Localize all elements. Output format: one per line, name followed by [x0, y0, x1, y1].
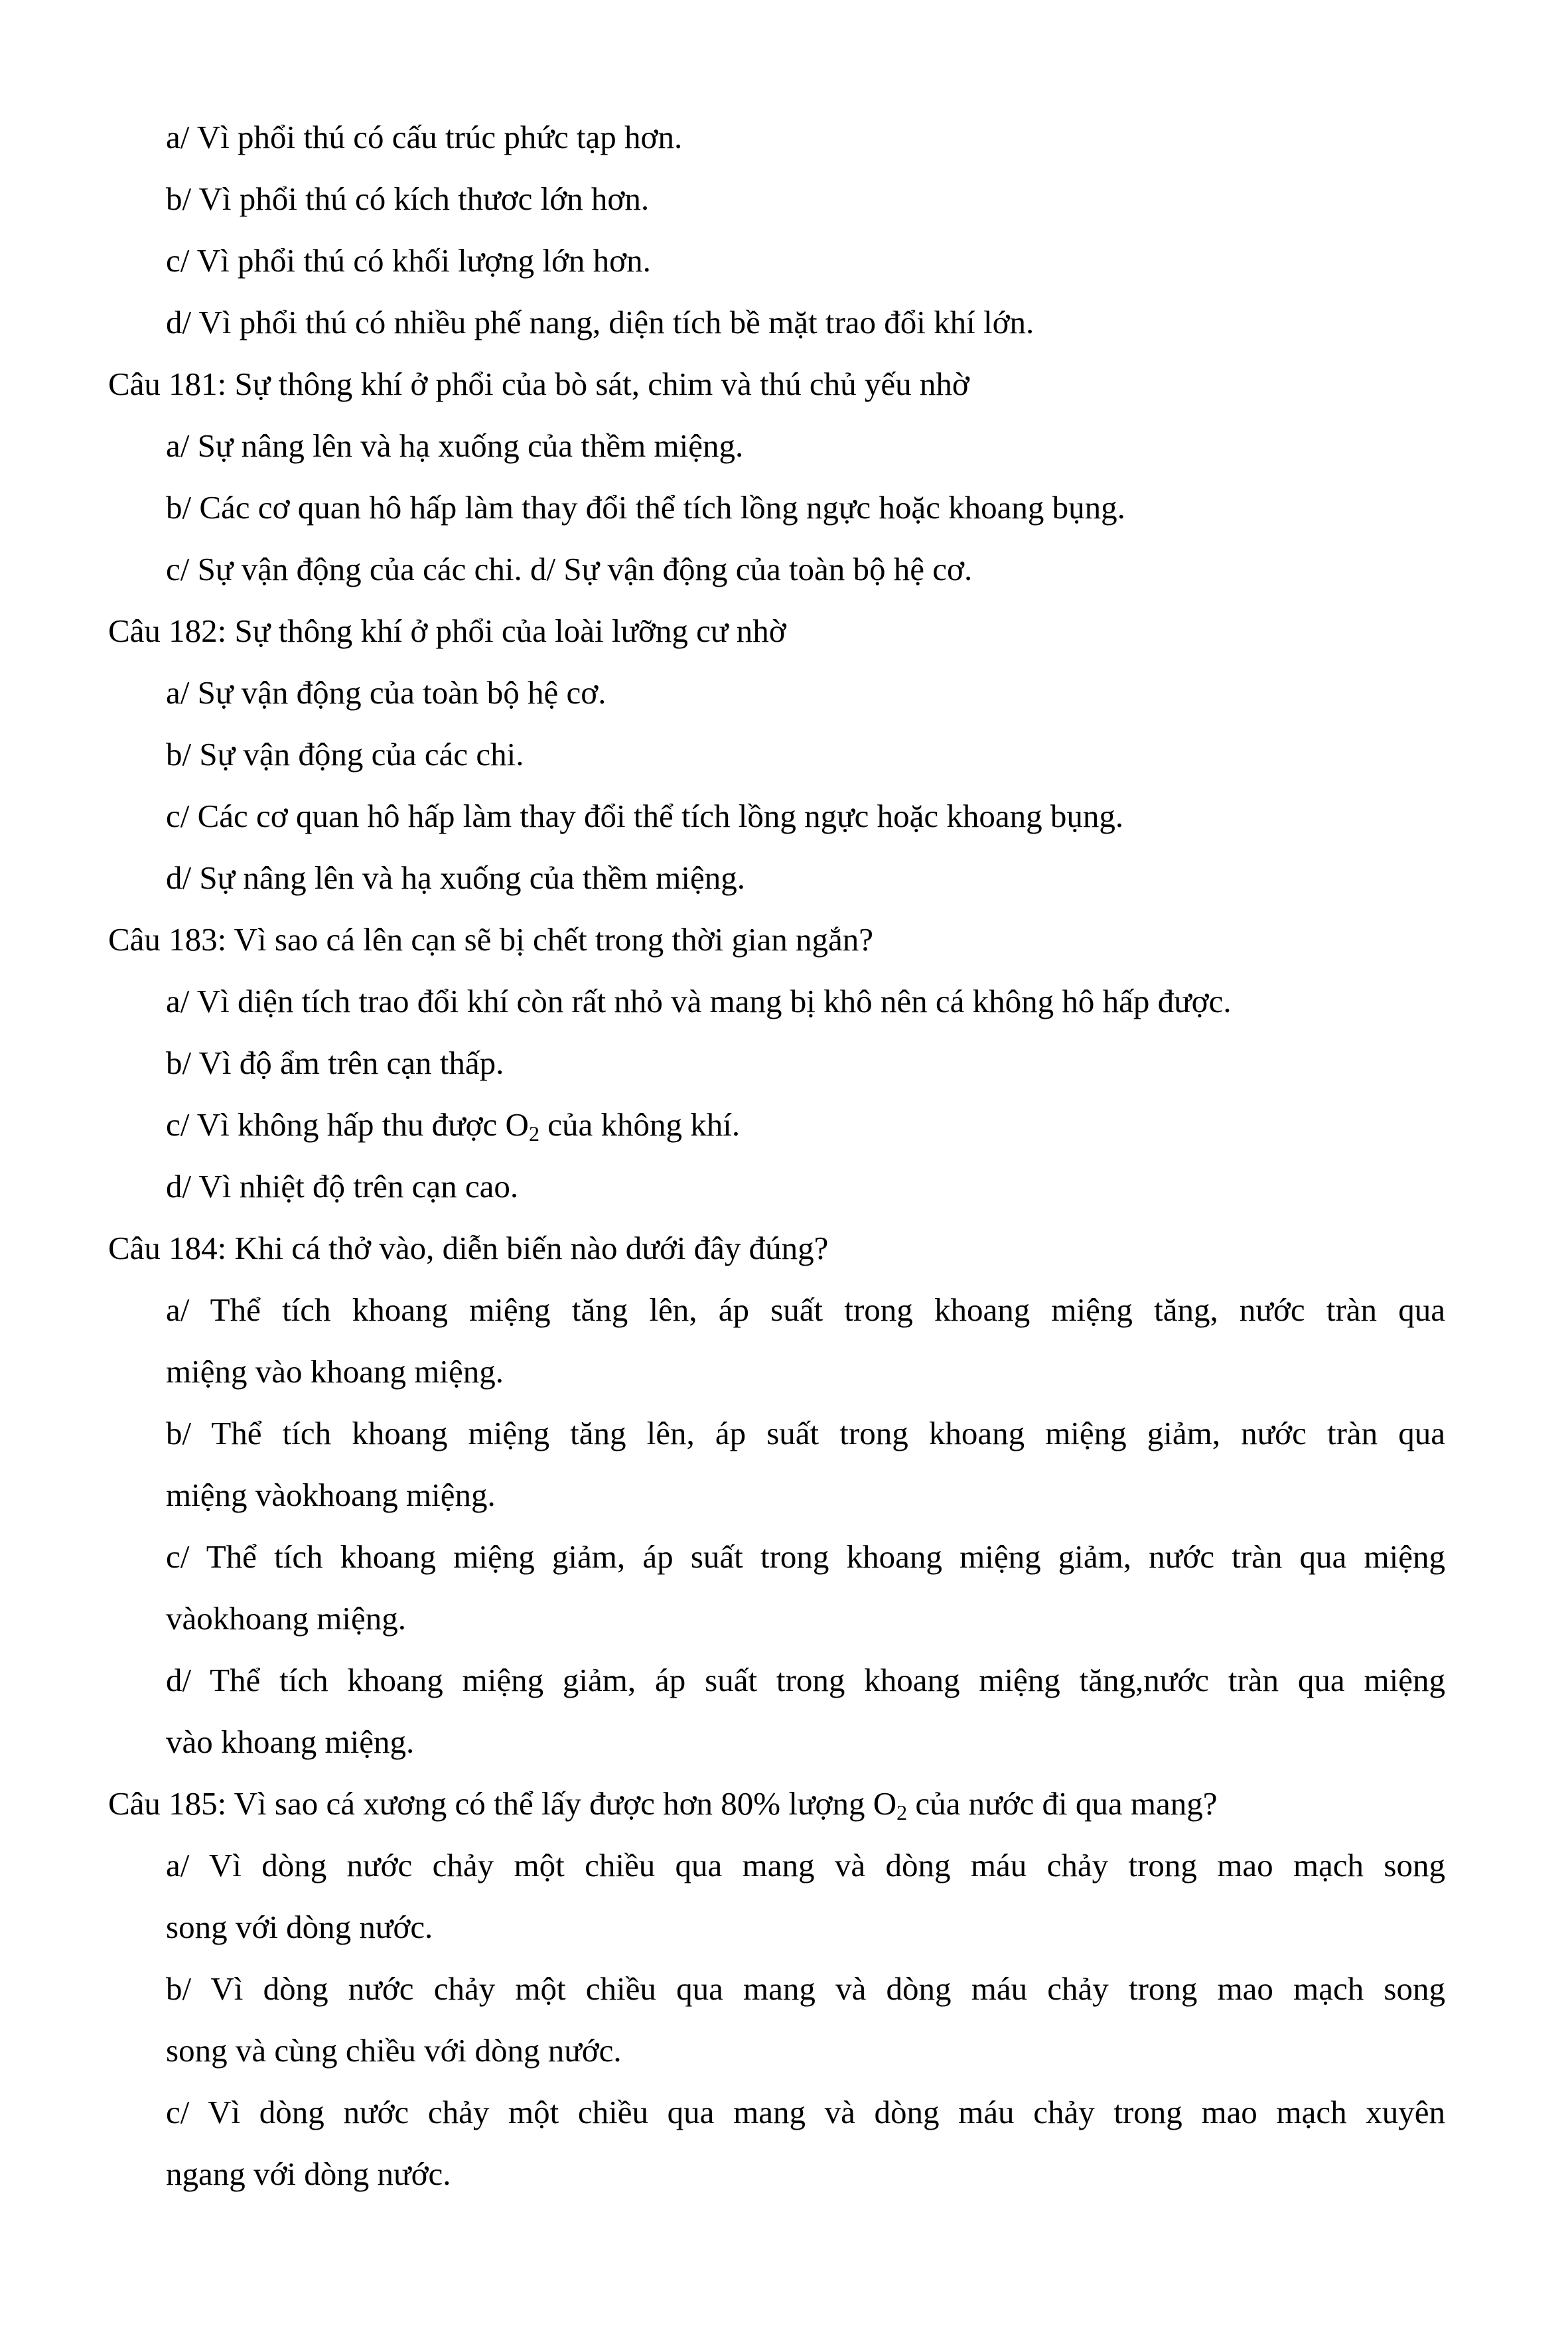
q182-option-b: b/ Sự vận động của các chi. — [166, 736, 524, 772]
q185-option-b: b/ Vì dòng nước chảy một chiều qua mang và dòng máu chảy trong mao mạch song — [166, 1970, 1445, 2007]
q185-option-b-cont: song và cùng chiều với dòng nước. — [166, 2032, 622, 2069]
q184-option-a-cont: miệng vào khoang miệng. — [166, 1353, 504, 1390]
option-d: d/ Vì phổi thú có nhiều phế nang, diện tích bề mặt trao đổi khí lớn. — [166, 304, 1034, 340]
q182-option-c: c/ Các cơ quan hô hấp làm thay đổi thể tích lồng ngực hoặc khoang bụng. — [166, 798, 1124, 834]
q184-option-a: a/ Thể tích khoang miệng tăng lên, áp suất trong khoang miệng tăng, nước tràn qua — [166, 1291, 1445, 1328]
question-185-text: Câu 185: Vì sao cá xương có thể lấy được hơn 80% lượng O — [108, 1785, 897, 1822]
question-184: Câu 184: Khi cá thở vào, diễn biến nào dưới đây đúng? — [108, 1230, 829, 1266]
subscript-2: 2 — [896, 1801, 908, 1824]
q185-option-a-cont: song với dòng nước. — [166, 1909, 433, 1945]
q184-option-c: c/ Thể tích khoang miệng giảm, áp suất trong khoang miệng giảm, nước tràn qua miệng — [166, 1538, 1445, 1575]
q183-option-c-tail: của không khí. — [539, 1106, 741, 1143]
q181-option-b: b/ Các cơ quan hô hấp làm thay đổi thể tích lồng ngực hoặc khoang bụng. — [166, 489, 1125, 526]
q184-option-b-cont: miệng vàokhoang miệng. — [166, 1477, 496, 1513]
question-185-tail: của nước đi qua mang? — [907, 1785, 1218, 1822]
subscript-2: 2 — [528, 1122, 539, 1145]
q184-option-b: b/ Thể tích khoang miệng tăng lên, áp suất trong khoang miệng giảm, nước tràn qua — [166, 1415, 1445, 1451]
q183-option-c-text: c/ Vì không hấp thu được O — [166, 1106, 529, 1143]
q183-option-c — [0, 1094, 1568, 1155]
option-a: a/ Vì phổi thú có cấu trúc phức tạp hơn. — [166, 119, 683, 155]
question-list — [0, 106, 1568, 2205]
q182-option-d: d/ Sự nâng lên và hạ xuống của thềm miệng. — [166, 859, 745, 896]
question-185 — [0, 1773, 1568, 1834]
q182-option-a: a/ Sự vận động của toàn bộ hệ cơ. — [166, 674, 606, 711]
question-182: Câu 182: Sự thông khí ở phổi của loài lưỡng cư nhờ — [108, 613, 786, 649]
q183-option-d: d/ Vì nhiệt độ trên cạn cao. — [166, 1168, 519, 1205]
question-183: Câu 183: Vì sao cá lên cạn sẽ bị chết trong thời gian ngắn? — [108, 921, 874, 958]
q181-option-cd: c/ Sự vận động của các chi. d/ Sự vận động của toàn bộ hệ cơ. — [166, 551, 973, 587]
q185-option-a: a/ Vì dòng nước chảy một chiều qua mang và dòng máu chảy trong mao mạch song — [166, 1847, 1445, 1883]
question-181: Câu 181: Sự thông khí ở phổi của bò sát, chim và thú chủ yếu nhờ — [108, 366, 969, 402]
q184-option-d-cont: vào khoang miệng. — [166, 1724, 415, 1760]
option-b: b/ Vì phổi thú có kích thươc lớn hơn. — [166, 181, 650, 217]
q184-option-c-cont: vàokhoang miệng. — [166, 1600, 406, 1637]
option-c: c/ Vì phổi thú có khối lượng lớn hơn. — [166, 242, 651, 279]
q183-option-b: b/ Vì độ ẩm trên cạn thấp. — [166, 1045, 504, 1081]
q184-option-d: d/ Thể tích khoang miệng giảm, áp suất trong khoang miệng tăng,nước tràn qua miệng — [166, 1662, 1445, 1698]
q183-option-a: a/ Vì diện tích trao đổi khí còn rất nhỏ và mang bị khô nên cá không hô hấp được. — [166, 983, 1232, 1019]
q185-option-c: c/ Vì dòng nước chảy một chiều qua mang và dòng máu chảy trong mao mạch xuyên — [166, 2094, 1445, 2130]
q185-option-c-cont: ngang với dòng nước. — [166, 2156, 451, 2192]
q181-option-a: a/ Sự nâng lên và hạ xuống của thềm miệng. — [166, 427, 744, 464]
